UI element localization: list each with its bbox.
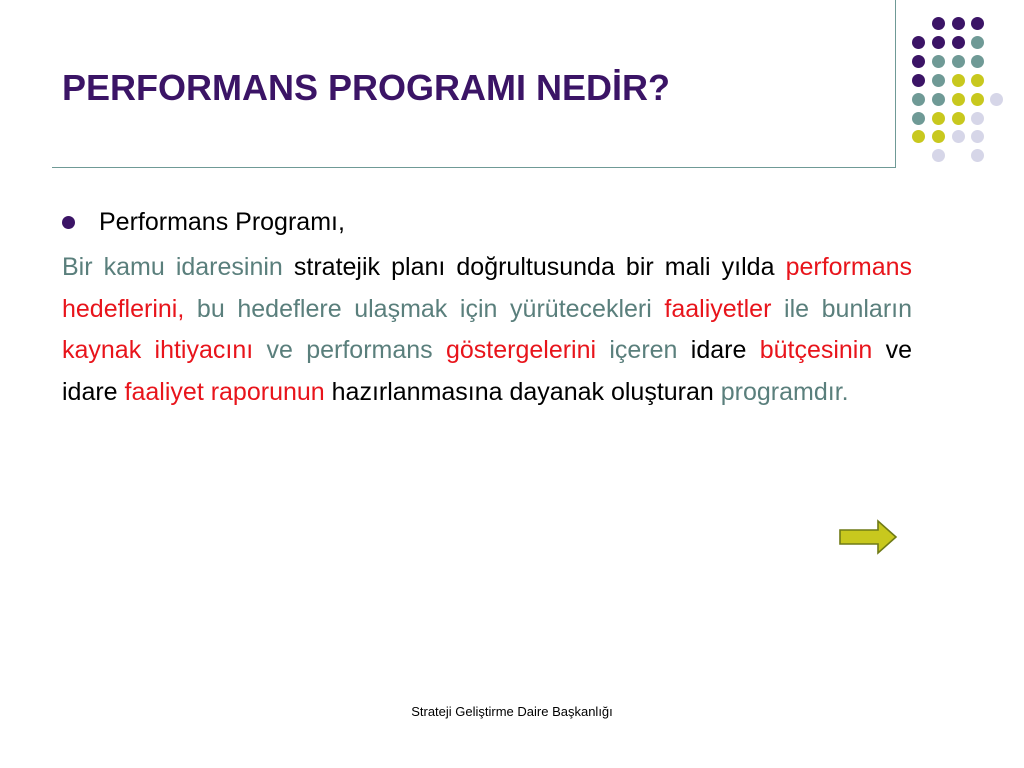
decorative-dot xyxy=(952,36,965,49)
decorative-dot xyxy=(971,74,984,87)
paragraph-segment: stratejik planı doğrultusunda bir mali yılda xyxy=(282,253,786,281)
paragraph-segment: içeren xyxy=(596,336,691,364)
paragraph-segment: ile bunların xyxy=(771,294,912,323)
paragraph-segment: programdır. xyxy=(720,377,849,406)
decorative-dot xyxy=(971,112,984,125)
decorative-dot xyxy=(971,55,984,68)
decorative-dot xyxy=(912,93,925,106)
definition-paragraph xyxy=(62,247,912,413)
paragraph-segment: faaliyetler xyxy=(664,294,772,323)
decorative-dot xyxy=(952,93,965,106)
decorative-dot xyxy=(912,74,925,87)
decorative-dot xyxy=(990,93,1003,106)
paragraph-segment: faaliyet raporunun xyxy=(124,377,325,406)
paragraph-segment: hazırlanmasına dayanak oluşturan xyxy=(324,377,721,406)
footer-text: Strateji Geliştirme Daire Başkanlığı xyxy=(411,704,613,719)
paragraph-segment: göstergelerini xyxy=(445,336,597,364)
decorative-dot xyxy=(932,130,945,143)
bullet-text: Performans Programı, xyxy=(99,207,345,236)
decorative-dot xyxy=(952,130,965,143)
decorative-dot xyxy=(932,55,945,68)
decorative-dot xyxy=(932,17,945,30)
footer xyxy=(0,704,1024,719)
decorative-dot xyxy=(971,17,984,30)
decorative-dot xyxy=(912,55,925,68)
paragraph-segment: performans hedeflerini, xyxy=(62,253,913,323)
paragraph-segment: ve performans xyxy=(253,336,446,364)
decorative-dot xyxy=(971,130,984,143)
paragraph-segment: bütçesinin xyxy=(759,336,873,364)
decorative-dot xyxy=(912,112,925,125)
decorative-dot xyxy=(932,74,945,87)
decorative-dot xyxy=(932,36,945,49)
decorative-dot xyxy=(912,36,925,49)
paragraph-segment: kaynak ihtiyacını xyxy=(62,336,254,364)
decorative-dot xyxy=(932,93,945,106)
slide-title: PERFORMANS PROGRAMI NEDİR? xyxy=(62,67,671,108)
decorative-dot xyxy=(932,149,945,162)
vertical-rule xyxy=(895,0,896,168)
decorative-dot xyxy=(952,17,965,30)
paragraph-segment: Bir kamu idaresinin xyxy=(62,253,283,281)
decorative-dot xyxy=(912,130,925,143)
decorative-dot xyxy=(971,149,984,162)
bullet-dot-icon xyxy=(62,216,75,229)
bullet-item xyxy=(62,202,345,242)
right-arrow-shape[interactable] xyxy=(840,521,896,553)
decorative-dot xyxy=(952,112,965,125)
decorative-dot xyxy=(952,55,965,68)
paragraph-segment: ve idare xyxy=(62,336,912,406)
decorative-dot xyxy=(971,93,984,106)
horizontal-rule xyxy=(52,167,895,168)
decorative-dot xyxy=(952,74,965,87)
right-arrow-icon[interactable] xyxy=(838,519,898,555)
decorative-dot xyxy=(971,36,984,49)
decorative-dot xyxy=(932,112,945,125)
paragraph-segment: idare xyxy=(690,336,760,364)
paragraph-segment: bu hedeflere ulaşmak için yürütecekleri xyxy=(184,294,665,323)
